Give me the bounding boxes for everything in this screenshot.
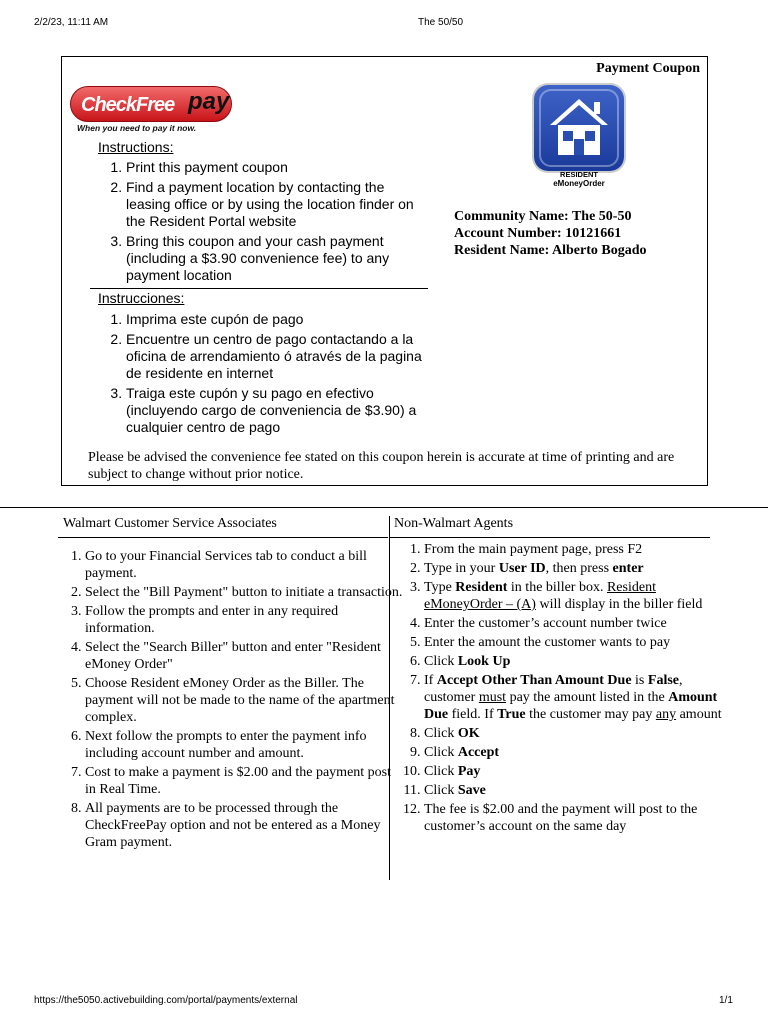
list-item: 3. Type Resident in the biller box. Resident eMoneyOrder – (A) will display in the biller field [424,579,734,613]
account-number: Account Number: 10121661 [454,226,622,241]
print-datetime: 2/2/23, 11:11 AM [34,17,109,28]
list-item: 9. Click Accept [424,744,734,761]
list-item: 2. Encuentre un centro de pago contactando a la oficina de arrendamiento ó através de la pagina de residente en internet [126,331,426,382]
list-item: 4. Select the "Search Biller" button and enter "Resident eMoney Order" [85,639,403,673]
list-item: 7. Cost to make a payment is $2.00 and the payment post in Real Time. [85,764,403,798]
print-title: The 50/50 [418,17,464,28]
list-item: 4. Enter the customer’s account number twice [424,615,734,632]
list-item: 10. Click Pay [424,763,734,780]
instrucciones-list [102,311,426,439]
list-item: 2. Select the "Bill Payment" button to initiate a transaction. [85,584,403,601]
convenience-fee-notice: Please be advised the convenience fee stated on this coupon herein is accurate at time of printing and are subject to change without prior notice. [88,450,675,482]
app-caption-resident: RESIDENT [560,170,598,179]
instructions-title: Instructions: [98,139,174,155]
page-number: 1/1 [719,995,733,1006]
payment-coupon [61,56,708,486]
nonwalmart-steps [400,541,734,837]
walmart-steps [61,548,403,853]
coupon-title: Payment Coupon [596,61,700,76]
page-url: https://the5050.activebuilding.com/portal/payments/external [34,995,298,1006]
list-item: 3. Bring this coupon and your cash payment (including a $3.90 convenience fee) to any payment location [126,233,426,284]
resident-info [454,208,647,259]
checkfreepay-logo: CheckFree pay When you need to pay it now. [70,84,250,136]
list-item: 1. Print this payment coupon [126,159,426,176]
divider [58,537,388,538]
list-item: 2. Find a payment location by contacting the leasing office or by using the location finder on the Resident Portal website [126,179,426,230]
list-item: 1. Go to your Financial Services tab to conduct a bill payment. [85,548,403,582]
divider [0,507,768,508]
list-item: 3. Traiga este cupón y su pago en efectivo (incluyendo cargo de conveniencia de $3.90) a cualquier centro de pago [126,385,426,436]
list-item: 1. Imprima este cupón de pago [126,311,426,328]
list-item: 6. Next follow the prompts to enter the payment info including account number and amount. [85,728,403,762]
resident-name: Resident Name: Alberto Bogado [454,243,647,258]
nonwalmart-heading: Non-Walmart Agents [394,516,514,531]
instrucciones-title: Instrucciones: [98,290,185,306]
list-item: 12. The fee is $2.00 and the payment will post to the customer’s account on the same day [424,801,734,835]
list-item: 6. Click Look Up [424,653,734,670]
divider [90,288,428,289]
list-item: 7. If Accept Other Than Amount Due is False, customer must pay the amount listed in the Amount Due field. If True the customer may pay any amount [424,672,734,723]
list-item: 2. Type in your User ID, then press enter [424,560,734,577]
list-item: 1. From the main payment page, press F2 [424,541,734,558]
list-item: 3. Follow the prompts and enter in any required information. [85,603,403,637]
house-icon [534,85,624,171]
walmart-heading: Walmart Customer Service Associates [63,516,277,531]
community-name: Community Name: The 50-50 [454,209,632,224]
list-item: 5. Enter the amount the customer wants to pay [424,634,734,651]
app-caption-emoneyorder: eMoneyOrder [553,179,605,188]
list-item: 8. All payments are to be processed through the CheckFreePay option and not be entered as a Money Gram payment. [85,800,403,851]
instructions-list [102,159,426,287]
divider [390,537,710,538]
list-item: 5. Choose Resident eMoney Order as the Biller. The payment will not be made to the name of the apartment complex. [85,675,403,726]
list-item: 8. Click OK [424,725,734,742]
list-item: 11. Click Save [424,782,734,799]
